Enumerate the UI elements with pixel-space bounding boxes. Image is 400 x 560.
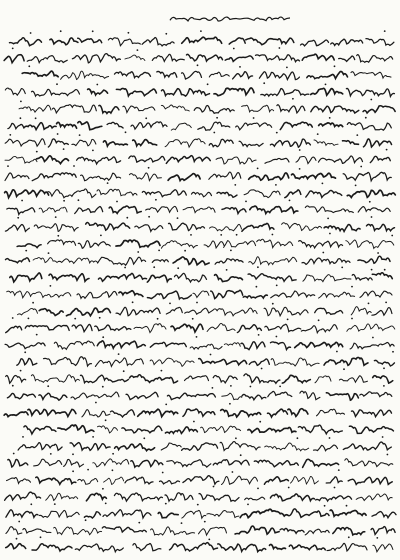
diacritic-dot	[105, 419, 107, 421]
diacritic-dot	[318, 319, 320, 321]
diacritic-dot	[92, 30, 94, 32]
diacritic-dot	[193, 421, 195, 423]
diacritic-dot	[124, 267, 126, 269]
diacritic-dot	[289, 200, 291, 202]
diacritic-dot	[20, 370, 22, 372]
diacritic-dot	[20, 117, 22, 119]
diacritic-dot	[197, 504, 199, 506]
diacritic-dot	[204, 521, 206, 523]
diacritic-dot	[72, 470, 74, 472]
diacritic-dot	[22, 436, 24, 438]
diacritic-dot	[322, 183, 324, 185]
diacritic-dot	[250, 386, 252, 388]
diacritic-dot	[207, 83, 209, 85]
diacritic-dot	[256, 286, 258, 288]
diacritic-dot	[145, 117, 147, 119]
diacritic-dot	[276, 285, 278, 287]
diacritic-dot	[32, 302, 34, 304]
diacritic-dot	[346, 505, 348, 507]
diacritic-dot	[334, 487, 336, 489]
diacritic-dot	[247, 504, 249, 506]
diacritic-dot	[383, 367, 385, 369]
diacritic-dot	[116, 201, 118, 203]
diacritic-dot	[161, 370, 163, 372]
diacritic-dot	[105, 503, 107, 505]
diacritic-dot	[329, 233, 331, 235]
diacritic-dot	[137, 251, 139, 253]
diacritic-dot	[73, 165, 75, 167]
diacritic-dot	[79, 134, 81, 136]
diacritic-dot	[292, 98, 294, 100]
diacritic-dot	[226, 269, 228, 271]
diacritic-dot	[60, 30, 62, 32]
diacritic-dot	[28, 318, 30, 320]
diacritic-dot	[220, 234, 222, 236]
diacritic-dot	[329, 117, 331, 119]
diacritic-dot	[325, 84, 327, 86]
diacritic-dot	[99, 317, 101, 319]
diacritic-dot	[24, 351, 26, 353]
diacritic-dot	[158, 250, 160, 252]
diacritic-dot	[376, 537, 378, 539]
diacritic-dot	[54, 503, 56, 505]
diacritic-dot	[16, 538, 18, 540]
diacritic-dot	[197, 64, 199, 66]
diacritic-dot	[351, 286, 353, 288]
diacritic-dot	[385, 302, 387, 304]
diacritic-dot	[230, 385, 232, 387]
diacritic-dot	[370, 99, 372, 101]
diacritic-dot	[137, 49, 139, 51]
diacritic-dot	[36, 151, 38, 153]
diacritic-dot	[329, 437, 331, 439]
diacritic-dot	[28, 65, 30, 67]
diacritic-dot	[322, 252, 324, 254]
diacritic-dot	[148, 216, 150, 218]
diacritic-dot	[351, 318, 353, 320]
diacritic-dot	[232, 471, 234, 473]
diacritic-dot	[157, 318, 159, 320]
diacritic-dot	[17, 217, 19, 219]
diacritic-dot	[387, 454, 389, 456]
diacritic-dot	[355, 185, 357, 187]
diacritic-dot	[177, 217, 179, 219]
diacritic-dot	[25, 250, 27, 252]
diacritic-dot	[107, 182, 109, 184]
diacritic-dot	[324, 505, 326, 507]
diacritic-dot	[368, 303, 370, 305]
diacritic-dot	[384, 269, 386, 271]
diacritic-dot	[72, 453, 74, 455]
diacritic-dot	[299, 168, 301, 170]
diacritic-dot	[259, 421, 261, 423]
diacritic-dot	[391, 235, 393, 237]
diacritic-dot	[192, 318, 194, 320]
diacritic-dot	[288, 487, 290, 489]
diacritic-dot	[200, 30, 202, 32]
diacritic-dot	[57, 133, 59, 135]
diacritic-dot	[279, 47, 281, 49]
diacritic-dot	[123, 370, 125, 372]
diacritic-dot	[50, 453, 52, 455]
diacritic-dot	[272, 234, 274, 236]
diacritic-dot	[48, 252, 50, 254]
diacritic-dot	[365, 117, 367, 119]
diacritic-dot	[102, 488, 104, 490]
diacritic-dot	[356, 134, 358, 136]
diacritic-dot	[377, 252, 379, 254]
diacritic-dot	[341, 267, 343, 269]
diacritic-dot	[196, 302, 198, 304]
diacritic-dot	[190, 234, 192, 236]
diacritic-dot	[21, 200, 23, 202]
diacritic-dot	[276, 132, 278, 134]
diacritic-dot	[286, 67, 288, 69]
diacritic-dot	[126, 217, 128, 219]
diacritic-dot	[230, 250, 232, 252]
diacritic-dot	[233, 48, 235, 50]
diacritic-dot	[30, 32, 32, 34]
diacritic-dot	[384, 30, 386, 32]
diacritic-dot	[235, 437, 237, 439]
diacritic-dot	[276, 336, 278, 338]
diacritic-dot	[40, 536, 42, 538]
diacritic-dot	[279, 386, 281, 388]
diacritic-dot	[213, 132, 215, 134]
diacritic-dot	[257, 488, 259, 490]
diacritic-dot	[63, 200, 65, 202]
diacritic-dot	[165, 404, 167, 406]
diacritic-dot	[334, 65, 336, 67]
diacritic-dot	[78, 199, 80, 201]
diacritic-dot	[272, 303, 274, 305]
diacritic-dot	[127, 32, 129, 34]
diacritic-dot	[92, 436, 94, 438]
diacritic-dot	[360, 166, 362, 168]
diacritic-dot	[383, 385, 385, 387]
diacritic-dot	[257, 266, 259, 268]
diacritic-dot	[148, 167, 150, 169]
diacritic-dot	[369, 201, 371, 203]
diacritic-dot	[12, 48, 14, 50]
diacritic-dot	[55, 216, 57, 218]
diacritic-dot	[253, 117, 255, 119]
diacritic-dot	[112, 453, 114, 455]
diacritic-dot	[287, 319, 289, 321]
diacritic-dot	[63, 148, 65, 150]
diacritic-dot	[261, 368, 263, 370]
diacritic-dot	[155, 199, 157, 201]
diacritic-dot	[100, 235, 102, 237]
diacritic-dot	[382, 436, 384, 438]
diacritic-dot	[297, 437, 299, 439]
diacritic-dot	[153, 266, 155, 268]
diacritic-dot	[196, 336, 198, 338]
diacritic-dot	[87, 469, 89, 471]
diacritic-dot	[96, 84, 98, 86]
diacritic-dot	[47, 385, 49, 387]
diacritic-dot	[112, 469, 114, 471]
diacritic-dot	[177, 267, 179, 269]
diacritic-dot	[13, 453, 15, 455]
diacritic-dot	[12, 317, 14, 319]
diacritic-dot	[125, 131, 127, 133]
diacritic-dot	[371, 216, 373, 218]
diacritic-dot	[299, 149, 301, 151]
diacritic-dot	[239, 66, 241, 68]
diacritic-dot	[169, 303, 171, 305]
diacritic-dot	[20, 101, 22, 103]
diacritic-dot	[263, 82, 265, 84]
diacritic-dot	[95, 402, 97, 404]
diacritic-dot	[392, 351, 394, 353]
diacritic-dot	[208, 539, 210, 541]
diacritic-dot	[258, 334, 260, 336]
diacritic-dot	[56, 83, 58, 85]
diacritic-dot	[18, 521, 20, 523]
diacritic-dot	[240, 454, 242, 456]
diacritic-dot	[213, 486, 215, 488]
diacritic-dot	[7, 165, 9, 167]
diacritic-dot	[372, 337, 374, 339]
diacritic-dot	[371, 269, 373, 271]
diacritic-dot	[317, 133, 319, 135]
diacritic-dot	[92, 150, 94, 152]
diacritic-dot	[229, 403, 231, 405]
diacritic-dot	[343, 368, 345, 370]
diacritic-dot	[35, 117, 37, 119]
diacritic-dot	[12, 385, 14, 387]
diacritic-dot	[85, 519, 87, 521]
diacritic-dot	[257, 168, 259, 170]
diacritic-dot	[50, 285, 52, 287]
diacritic-dot	[36, 334, 38, 336]
diacritic-dot	[165, 503, 167, 505]
diacritic-dot	[386, 149, 388, 151]
diacritic-dot	[102, 386, 104, 388]
diacritic-dot	[184, 250, 186, 252]
diacritic-dot	[216, 117, 218, 119]
diacritic-dot	[138, 522, 140, 524]
diacritic-dot	[275, 184, 277, 186]
diacritic-dot	[212, 387, 214, 389]
diacritic-dot	[118, 353, 120, 355]
diacritic-dot	[57, 235, 59, 237]
diacritic-dot	[245, 201, 247, 203]
diacritic-dot	[165, 33, 167, 35]
diacritic-dot	[143, 437, 145, 439]
diacritic-dot	[210, 354, 212, 356]
diacritic-dot	[236, 234, 238, 236]
diacritic-dot	[162, 472, 164, 474]
diacritic-dot	[181, 522, 183, 524]
diacritic-dot	[327, 218, 329, 220]
diacritic-dot	[338, 469, 340, 471]
diacritic-dot	[234, 184, 236, 186]
diacritic-dot	[74, 318, 76, 320]
diacritic-dot	[102, 336, 104, 338]
diacritic-dot	[348, 536, 350, 538]
diacritic-dot	[132, 301, 134, 303]
diacritic-dot	[336, 351, 338, 353]
diacritic-dot	[30, 503, 32, 505]
diacritic-dot	[9, 134, 11, 136]
